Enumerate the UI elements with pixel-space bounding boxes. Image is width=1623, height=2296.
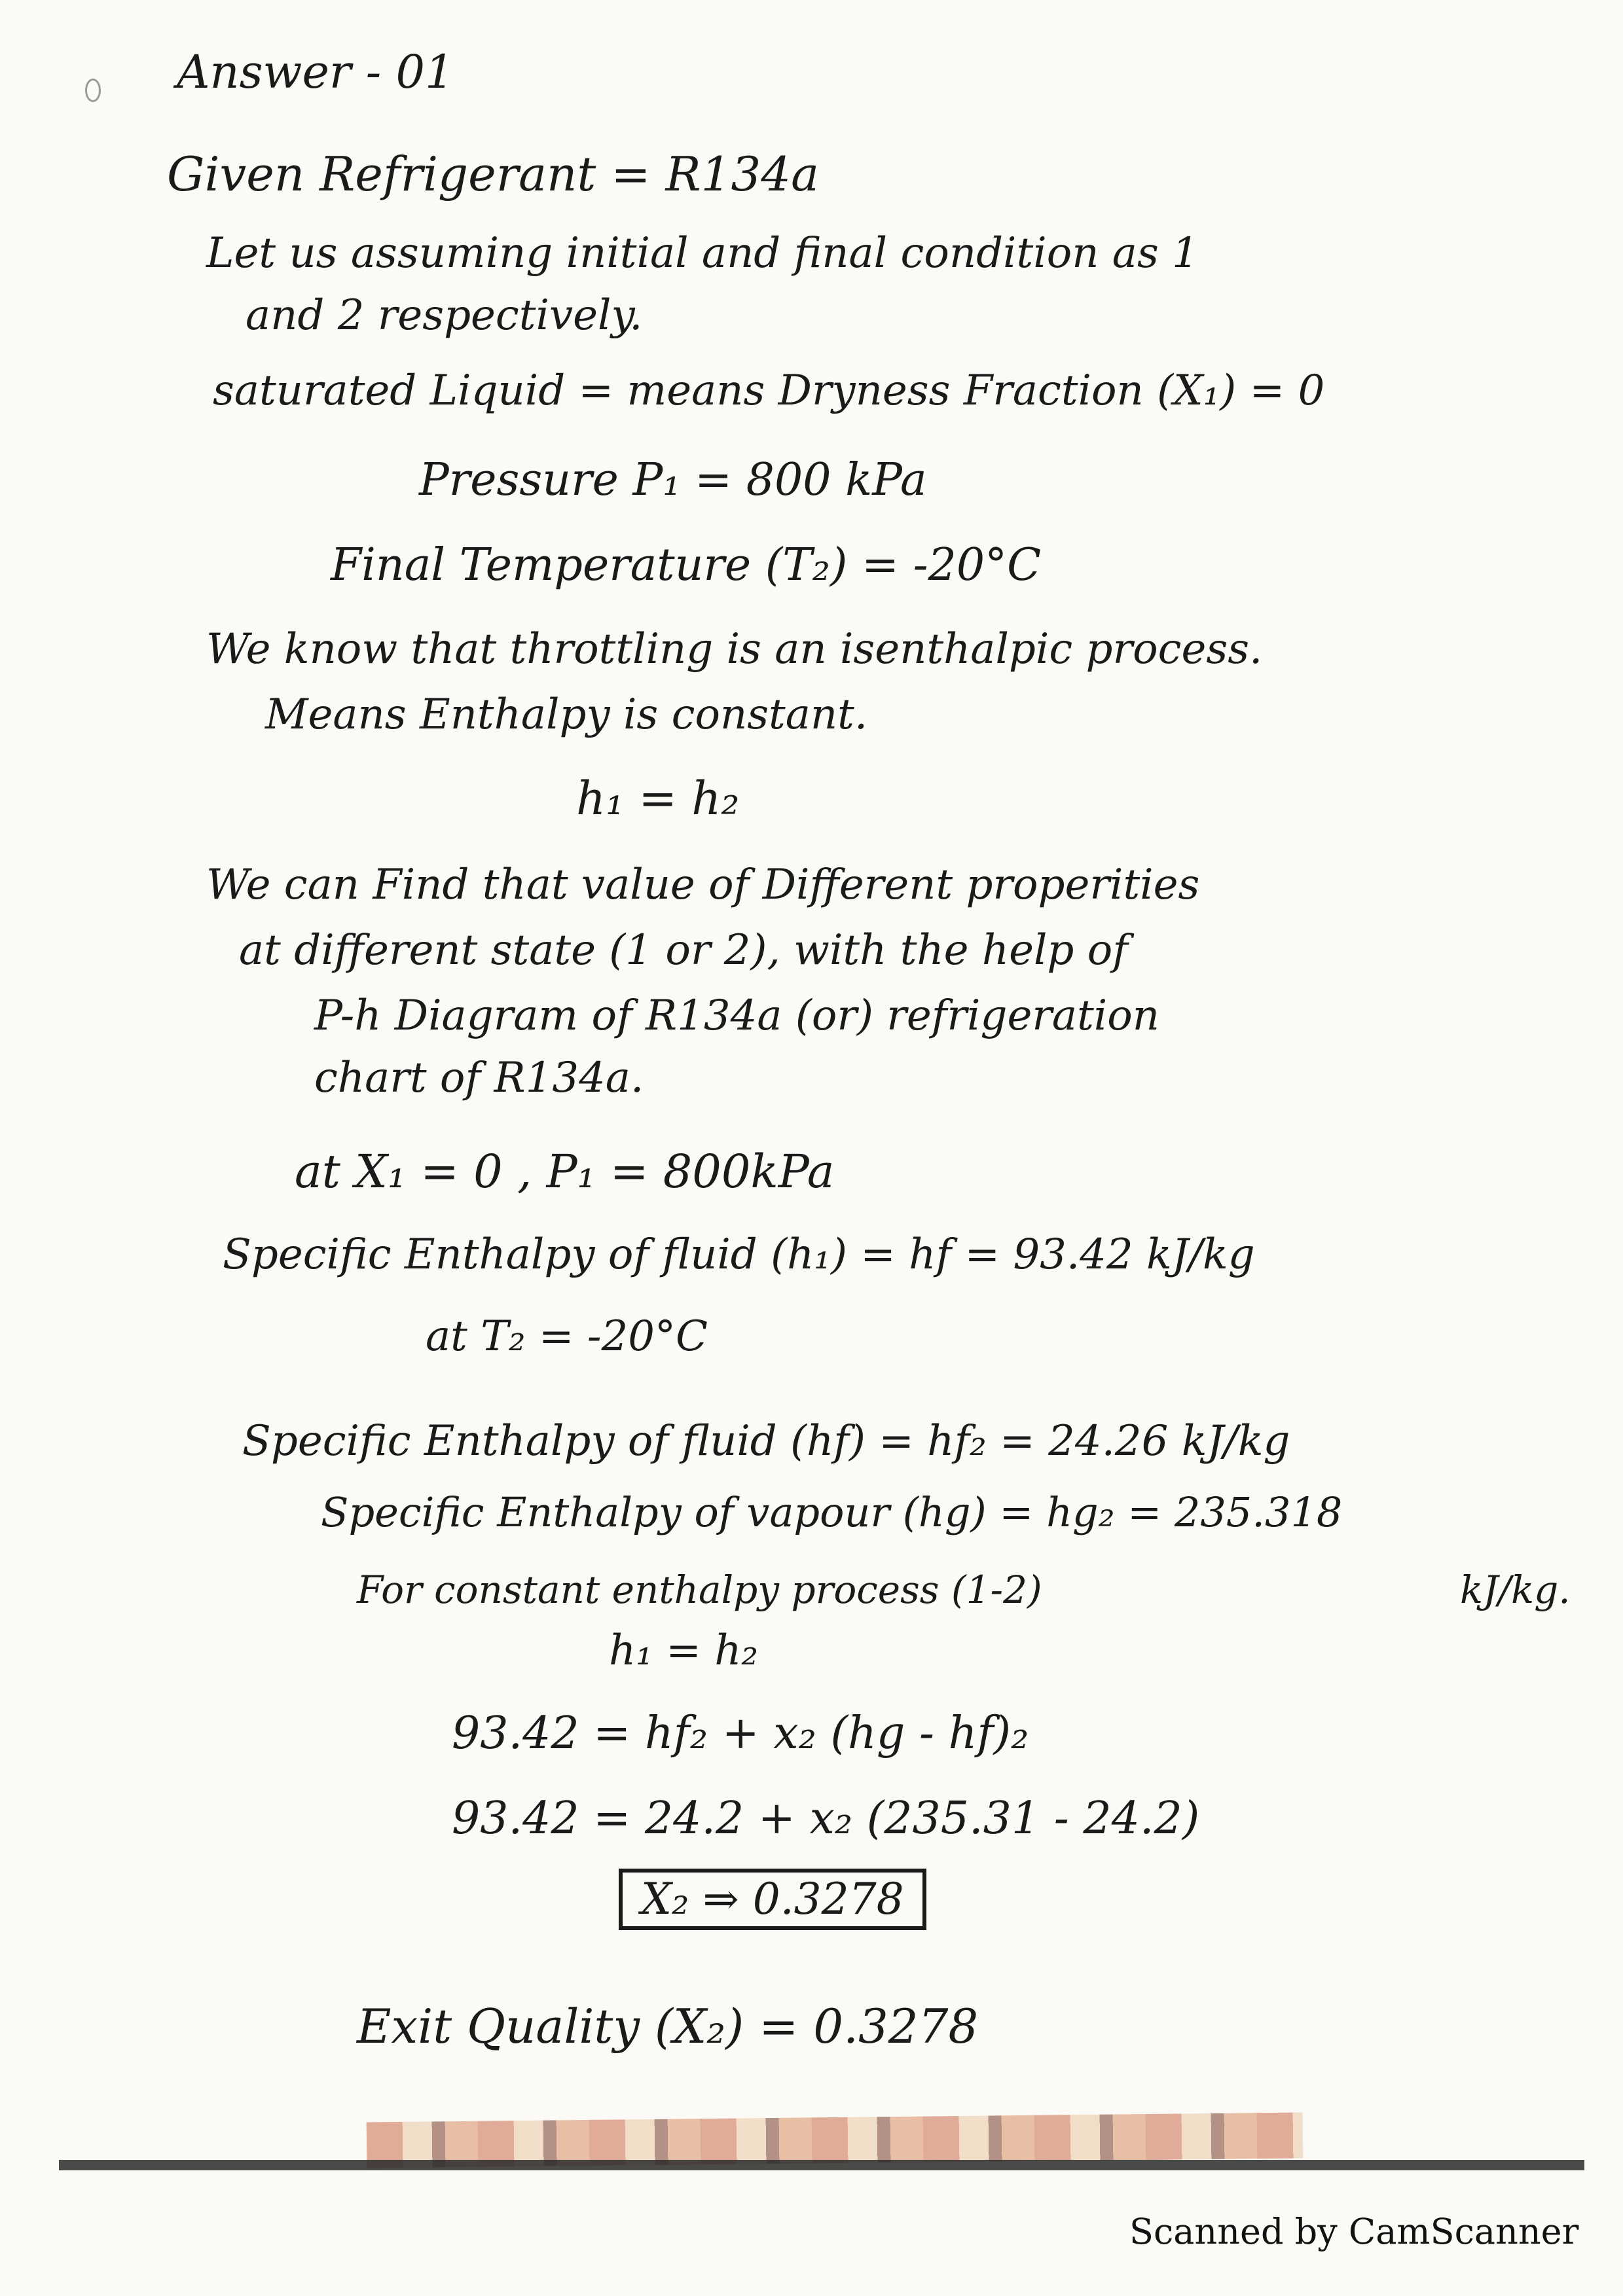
properties-line-1: We can Find that value of Different properities [206,861,1200,909]
final-temperature-line: Final Temperature (T₂) = -20°C [331,539,1042,591]
throttling-line: We know that throttling is an isenthalpic process. [206,625,1263,673]
properties-line-2: at different state (1 or 2), with the help of [239,926,1128,975]
state-1-condition-line: at X₁ = 0 , P₁ = 800kPa [295,1145,835,1198]
assumption-line-1: Let us assuming initial and final condition as 1 [206,229,1199,278]
quality-equation-numeric: 93.42 = 24.2 + x₂ (235.31 - 24.2) [452,1793,1200,1844]
camscanner-watermark: Scanned by CamScanner [1129,2211,1579,2252]
given-refrigerant-line: Given Refrigerant = R134a [167,147,820,202]
pressure-line: Pressure P₁ = 800 kPa [419,454,927,506]
quality-equation-symbolic: 93.42 = hf₂ + x₂ (hg - hf)₂ [452,1708,1029,1759]
constant-enthalpy-process-line: For constant enthalpy process (1-2) [357,1568,1042,1612]
scan-edge-shadow [59,2160,1584,2170]
state-2-condition-line: at T₂ = -20°C [426,1312,708,1361]
saturated-liquid-line: saturated Liquid = means Dryness Fraction (X₁) = 0 [213,367,1325,415]
specific-enthalpy-fluid-1-line: Specific Enthalpy of fluid (h₁) = hf = 93.42 kJ/kg [223,1230,1255,1279]
specific-enthalpy-vapour-line: Specific Enthalpy of vapour (hg) = hg₂ = 235.318 [321,1488,1343,1536]
properties-line-4: chart of R134a. [314,1054,644,1102]
answer-heading: Answer - 01 [177,45,454,99]
exit-quality-line: Exit Quality (X₂) = 0.3278 [357,1999,979,2054]
assumption-line-2: and 2 respectively. [246,291,643,340]
boxed-result-x2: X₂ ⇒ 0.3278 [619,1869,926,1930]
vapour-enthalpy-unit: kJ/kg. [1460,1568,1571,1612]
enthalpy-constant-line: Means Enthalpy is constant. [265,691,868,739]
margin-mark [85,79,101,102]
properties-line-3: P-h Diagram of R134a (or) refrigeration [314,992,1159,1040]
h1-equals-h2-line: h₁ = h₂ [576,772,740,825]
specific-enthalpy-fluid-2-line: Specific Enthalpy of fluid (hf) = hf₂ = 24.26 kJ/kg [242,1417,1290,1465]
h1-equals-h2-equation: h₁ = h₂ [609,1626,759,1675]
